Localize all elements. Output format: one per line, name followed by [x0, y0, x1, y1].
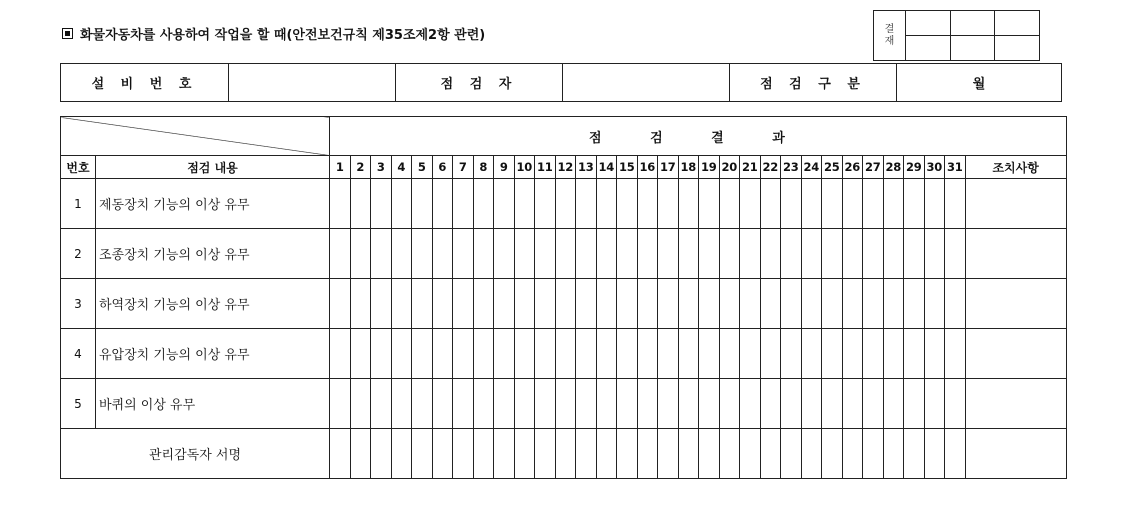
check-cell[interactable] [576, 229, 597, 279]
check-cell[interactable] [801, 179, 822, 229]
check-cell[interactable] [781, 229, 802, 279]
day-header: 5 [412, 156, 433, 179]
check-cell[interactable] [719, 179, 740, 229]
approval-label [874, 11, 906, 61]
approval-sign-cell[interactable] [995, 36, 1040, 61]
check-cell[interactable] [555, 179, 576, 229]
check-cell[interactable] [371, 329, 392, 379]
check-cell[interactable] [904, 329, 925, 379]
check-cell[interactable] [863, 379, 884, 429]
check-cell[interactable] [637, 279, 658, 329]
check-cell[interactable] [453, 329, 474, 379]
item-number: 3 [61, 279, 96, 329]
item-number: 2 [61, 229, 96, 279]
check-cell[interactable] [883, 229, 904, 279]
check-cell[interactable] [863, 179, 884, 229]
check-cell[interactable] [658, 179, 679, 229]
check-cell[interactable] [781, 179, 802, 229]
table-row [61, 329, 1067, 379]
check-cell[interactable] [924, 279, 945, 329]
check-cell[interactable] [596, 229, 617, 279]
check-cell[interactable] [371, 379, 392, 429]
signature-label: 관리감독자 서명 [61, 429, 330, 479]
check-cell[interactable] [637, 379, 658, 429]
day-header: 8 [473, 156, 494, 179]
check-cell[interactable] [473, 329, 494, 379]
check-cell[interactable] [945, 329, 966, 379]
check-cell[interactable] [924, 179, 945, 229]
check-cell[interactable] [781, 379, 802, 429]
check-cell[interactable] [473, 279, 494, 329]
check-cell[interactable] [330, 329, 351, 379]
check-cell[interactable] [617, 329, 638, 379]
check-cell[interactable] [740, 379, 761, 429]
check-cell[interactable] [637, 229, 658, 279]
day-header: 6 [432, 156, 453, 179]
check-cell[interactable] [350, 229, 371, 279]
check-cell[interactable] [781, 329, 802, 379]
check-cell[interactable] [473, 379, 494, 429]
inspector-label: 점 검 자 [396, 64, 563, 102]
result-header: 점 검 결 과 [330, 117, 1067, 156]
check-cell[interactable] [699, 379, 720, 429]
day-header: 21 [740, 156, 761, 179]
signature-cell[interactable] [760, 429, 781, 479]
signature-cell[interactable] [596, 429, 617, 479]
check-cell[interactable] [535, 329, 556, 379]
check-cell[interactable] [555, 329, 576, 379]
day-header: 2 [350, 156, 371, 179]
check-cell[interactable] [924, 329, 945, 379]
check-cell[interactable] [945, 379, 966, 429]
signature-cell[interactable] [863, 429, 884, 479]
signature-cell[interactable] [658, 429, 679, 479]
signature-cell[interactable] [945, 429, 966, 479]
form-title-text: 화물자동차를 사용하여 작업을 할 때(안전보건규칙 제35조제2항 관련) [80, 28, 486, 43]
check-cell[interactable] [842, 229, 863, 279]
signature-cell[interactable] [842, 429, 863, 479]
check-cell[interactable] [576, 179, 597, 229]
check-cell[interactable] [535, 229, 556, 279]
signature-cell[interactable] [371, 429, 392, 479]
check-cell[interactable] [391, 279, 412, 329]
check-cell[interactable] [904, 229, 925, 279]
check-cell[interactable] [596, 379, 617, 429]
check-cell[interactable] [453, 379, 474, 429]
check-cell[interactable] [330, 279, 351, 329]
check-cell[interactable] [555, 279, 576, 329]
form-title [62, 24, 485, 43]
check-cell[interactable] [658, 279, 679, 329]
action-cell[interactable] [965, 279, 1066, 329]
check-cell[interactable] [801, 279, 822, 329]
day-header: 22 [760, 156, 781, 179]
check-cell[interactable] [740, 329, 761, 379]
check-cell[interactable] [883, 329, 904, 379]
check-cell[interactable] [658, 229, 679, 279]
day-header: 28 [883, 156, 904, 179]
signature-cell[interactable] [678, 429, 699, 479]
signature-cell[interactable] [412, 429, 433, 479]
signature-cell[interactable] [432, 429, 453, 479]
check-cell[interactable] [842, 329, 863, 379]
check-cell[interactable] [514, 279, 535, 329]
signature-cell[interactable] [740, 429, 761, 479]
day-header: 14 [596, 156, 617, 179]
check-cell[interactable] [883, 179, 904, 229]
check-cell[interactable] [391, 179, 412, 229]
day-header: 31 [945, 156, 966, 179]
diagonal-header-cell [61, 117, 330, 156]
check-cell[interactable] [330, 229, 351, 279]
check-cell[interactable] [699, 279, 720, 329]
approval-sign-cell[interactable] [906, 36, 951, 61]
signature-cell[interactable] [637, 429, 658, 479]
check-cell[interactable] [760, 379, 781, 429]
check-cell[interactable] [637, 179, 658, 229]
day-header: 23 [781, 156, 802, 179]
check-cell[interactable] [494, 279, 515, 329]
check-cell[interactable] [453, 179, 474, 229]
info-row [60, 63, 1062, 102]
day-header: 1 [330, 156, 351, 179]
day-header: 15 [617, 156, 638, 179]
day-header: 9 [494, 156, 515, 179]
signature-cell[interactable] [822, 429, 843, 479]
check-cell[interactable] [678, 179, 699, 229]
day-header: 16 [637, 156, 658, 179]
check-cell[interactable] [781, 279, 802, 329]
check-cell[interactable] [432, 379, 453, 429]
check-cell[interactable] [842, 279, 863, 329]
signature-row [61, 429, 1067, 479]
signature-action-cell[interactable] [965, 429, 1066, 479]
check-cell[interactable] [678, 229, 699, 279]
check-cell[interactable] [330, 379, 351, 429]
check-cell[interactable] [514, 179, 535, 229]
check-cell[interactable] [842, 379, 863, 429]
check-cell[interactable] [637, 329, 658, 379]
check-cell[interactable] [658, 329, 679, 379]
check-cell[interactable] [658, 379, 679, 429]
signature-cell[interactable] [781, 429, 802, 479]
day-header: 25 [822, 156, 843, 179]
check-cell[interactable] [699, 329, 720, 379]
item-content: 유압장치 기능의 이상 유무 [96, 329, 330, 379]
check-cell[interactable] [596, 179, 617, 229]
check-cell[interactable] [412, 229, 433, 279]
check-cell[interactable] [576, 379, 597, 429]
no-header: 번호 [61, 156, 96, 179]
signature-cell[interactable] [617, 429, 638, 479]
check-cell[interactable] [514, 229, 535, 279]
check-cell[interactable] [740, 179, 761, 229]
signature-cell[interactable] [453, 429, 474, 479]
item-number: 4 [61, 329, 96, 379]
signature-cell[interactable] [494, 429, 515, 479]
check-cell[interactable] [740, 229, 761, 279]
check-cell[interactable] [863, 329, 884, 379]
table-row [61, 179, 1067, 229]
check-cell[interactable] [494, 179, 515, 229]
check-cell[interactable] [822, 379, 843, 429]
check-cell[interactable] [453, 229, 474, 279]
check-cell[interactable] [617, 379, 638, 429]
approval-title-cell[interactable] [995, 11, 1040, 36]
inspector-field[interactable] [563, 64, 730, 102]
category-label: 점 검 구 분 [730, 64, 897, 102]
item-content: 바퀴의 이상 유무 [96, 379, 330, 429]
day-header: 7 [453, 156, 474, 179]
check-cell[interactable] [760, 279, 781, 329]
check-cell[interactable] [453, 279, 474, 329]
check-cell[interactable] [760, 329, 781, 379]
check-cell[interactable] [945, 229, 966, 279]
day-header: 26 [842, 156, 863, 179]
check-cell[interactable] [740, 279, 761, 329]
check-cell[interactable] [391, 329, 412, 379]
check-cell[interactable] [904, 279, 925, 329]
approval-title-cell[interactable] [906, 11, 951, 36]
check-cell[interactable] [822, 229, 843, 279]
signature-cell[interactable] [883, 429, 904, 479]
signature-cell[interactable] [904, 429, 925, 479]
table-row [61, 229, 1067, 279]
check-cell[interactable] [801, 229, 822, 279]
check-cell[interactable] [801, 329, 822, 379]
check-cell[interactable] [699, 229, 720, 279]
check-cell[interactable] [822, 329, 843, 379]
check-cell[interactable] [535, 279, 556, 329]
check-cell[interactable] [473, 179, 494, 229]
month-field[interactable]: 월 [897, 64, 1062, 102]
day-header: 24 [801, 156, 822, 179]
check-cell[interactable] [350, 329, 371, 379]
day-header: 29 [904, 156, 925, 179]
equip-no-label: 설 비 번 호 [61, 64, 229, 102]
signature-cell[interactable] [719, 429, 740, 479]
check-cell[interactable] [617, 279, 638, 329]
signature-cell[interactable] [535, 429, 556, 479]
check-cell[interactable] [904, 379, 925, 429]
check-cell[interactable] [330, 179, 351, 229]
check-cell[interactable] [842, 179, 863, 229]
day-header: 3 [371, 156, 392, 179]
signature-cell[interactable] [350, 429, 371, 479]
check-cell[interactable] [371, 229, 392, 279]
check-cell[interactable] [494, 329, 515, 379]
check-cell[interactable] [760, 229, 781, 279]
approval-label-bottom: 재 [884, 35, 895, 47]
check-cell[interactable] [350, 179, 371, 229]
day-header: 30 [924, 156, 945, 179]
signature-cell[interactable] [699, 429, 720, 479]
action-cell[interactable] [965, 379, 1066, 429]
check-cell[interactable] [863, 279, 884, 329]
check-cell[interactable] [432, 179, 453, 229]
check-cell[interactable] [576, 329, 597, 379]
check-cell[interactable] [391, 379, 412, 429]
day-header: 12 [555, 156, 576, 179]
check-cell[interactable] [412, 379, 433, 429]
content-header: 점검 내용 [96, 156, 330, 179]
action-cell[interactable] [965, 179, 1066, 229]
check-cell[interactable] [412, 329, 433, 379]
check-cell[interactable] [883, 279, 904, 329]
check-cell[interactable] [535, 379, 556, 429]
check-cell[interactable] [699, 179, 720, 229]
day-header: 13 [576, 156, 597, 179]
check-cell[interactable] [719, 229, 740, 279]
signature-cell[interactable] [576, 429, 597, 479]
square-bullet-icon [62, 28, 73, 39]
check-cell[interactable] [494, 229, 515, 279]
check-cell[interactable] [924, 229, 945, 279]
day-header: 19 [699, 156, 720, 179]
signature-cell[interactable] [555, 429, 576, 479]
check-cell[interactable] [391, 229, 412, 279]
item-content: 제동장치 기능의 이상 유무 [96, 179, 330, 229]
day-header: 11 [535, 156, 556, 179]
day-header: 27 [863, 156, 884, 179]
check-cell[interactable] [432, 229, 453, 279]
check-cell[interactable] [576, 279, 597, 329]
item-number: 1 [61, 179, 96, 229]
check-cell[interactable] [678, 379, 699, 429]
check-cell[interactable] [945, 279, 966, 329]
check-cell[interactable] [883, 379, 904, 429]
approval-sign-cell[interactable] [950, 36, 995, 61]
check-cell[interactable] [617, 179, 638, 229]
check-cell[interactable] [473, 229, 494, 279]
check-cell[interactable] [494, 379, 515, 429]
check-cell[interactable] [514, 329, 535, 379]
check-cell[interactable] [371, 279, 392, 329]
check-cell[interactable] [432, 279, 453, 329]
check-cell[interactable] [678, 279, 699, 329]
check-cell[interactable] [719, 379, 740, 429]
action-cell[interactable] [965, 329, 1066, 379]
check-cell[interactable] [760, 179, 781, 229]
equip-no-field[interactable] [229, 64, 396, 102]
check-cell[interactable] [371, 179, 392, 229]
table-row [61, 379, 1067, 429]
signature-cell[interactable] [801, 429, 822, 479]
check-cell[interactable] [555, 379, 576, 429]
check-cell[interactable] [945, 179, 966, 229]
check-cell[interactable] [719, 329, 740, 379]
check-cell[interactable] [617, 229, 638, 279]
signature-cell[interactable] [330, 429, 351, 479]
check-cell[interactable] [801, 379, 822, 429]
check-cell[interactable] [596, 279, 617, 329]
check-cell[interactable] [924, 379, 945, 429]
approval-label-top: 결 [884, 23, 895, 35]
day-header: 17 [658, 156, 679, 179]
check-cell[interactable] [719, 279, 740, 329]
item-content: 조종장치 기능의 이상 유무 [96, 229, 330, 279]
action-header: 조치사항 [965, 156, 1066, 179]
inspection-grid [60, 116, 1067, 479]
day-header: 10 [514, 156, 535, 179]
check-cell[interactable] [863, 229, 884, 279]
table-row [61, 279, 1067, 329]
check-cell[interactable] [350, 379, 371, 429]
approval-box [873, 10, 1040, 61]
signature-cell[interactable] [473, 429, 494, 479]
check-cell[interactable] [432, 329, 453, 379]
action-cell[interactable] [965, 229, 1066, 279]
check-cell[interactable] [412, 179, 433, 229]
check-cell[interactable] [350, 279, 371, 329]
signature-cell[interactable] [924, 429, 945, 479]
check-cell[interactable] [535, 179, 556, 229]
signature-cell[interactable] [391, 429, 412, 479]
day-header: 4 [391, 156, 412, 179]
check-cell[interactable] [514, 379, 535, 429]
day-header: 20 [719, 156, 740, 179]
check-cell[interactable] [678, 329, 699, 379]
signature-cell[interactable] [514, 429, 535, 479]
item-content: 하역장치 기능의 이상 유무 [96, 279, 330, 329]
item-number: 5 [61, 379, 96, 429]
check-cell[interactable] [596, 329, 617, 379]
day-header: 18 [678, 156, 699, 179]
check-cell[interactable] [904, 179, 925, 229]
check-cell[interactable] [822, 179, 843, 229]
check-cell[interactable] [822, 279, 843, 329]
check-cell[interactable] [412, 279, 433, 329]
approval-title-cell[interactable] [950, 11, 995, 36]
check-cell[interactable] [555, 229, 576, 279]
